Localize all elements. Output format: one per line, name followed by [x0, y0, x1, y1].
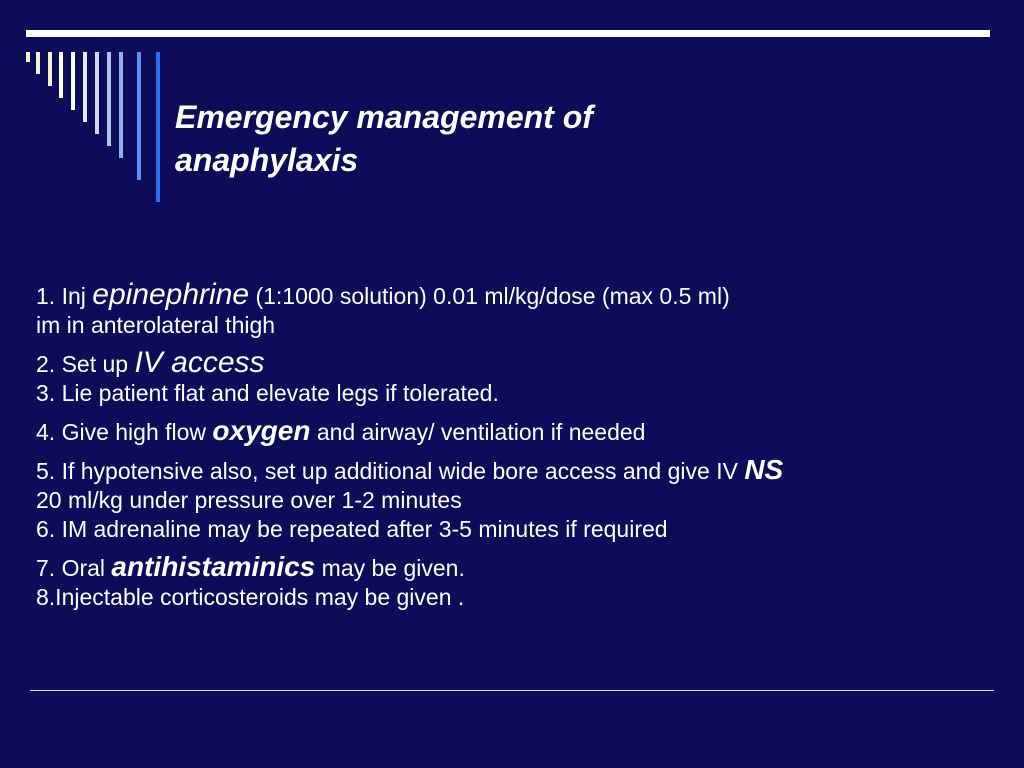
stripe [59, 52, 63, 98]
step-text: and airway/ ventilation if needed [310, 419, 646, 445]
step-5-continued: 20 ml/kg under pressure over 1-2 minutes [36, 487, 462, 513]
steps-list [36, 280, 986, 612]
step-text: 5. If hypotensive also, set up additional wide bore access and give IV [36, 458, 745, 484]
stripe [71, 52, 75, 110]
stripe [36, 52, 40, 74]
stripe [48, 52, 52, 86]
step-7 [36, 552, 986, 583]
step-text: may be given. [315, 555, 465, 581]
stripe [156, 52, 160, 202]
step-text: 4. Give high flow [36, 419, 213, 445]
step-text: 1. Inj [36, 283, 93, 309]
stripe [95, 52, 99, 134]
title-line-1: Emergency management of [175, 99, 593, 135]
step-emphasis: oxygen [212, 415, 311, 446]
step-3: 3. Lie patient flat and elevate legs if tolerated. [36, 380, 499, 406]
step-1 [36, 280, 986, 311]
step-emphasis: antihistaminics [111, 551, 316, 582]
bottom-rule [30, 690, 994, 691]
page-title [175, 96, 795, 182]
stripe [137, 52, 141, 180]
step-text: 2. Set up [36, 351, 135, 377]
step-emphasis: NS [744, 454, 784, 485]
step-6: 6. IM adrenaline may be repeated after 3-5 minutes if required [36, 516, 668, 542]
stripe [83, 52, 87, 122]
step-4 [36, 416, 986, 447]
step-2 [36, 348, 986, 379]
step-text: 7. Oral [36, 555, 112, 581]
stripe [107, 52, 111, 146]
decorative-stripes [0, 0, 180, 220]
step-emphasis: IV access [134, 346, 265, 379]
stripe [26, 52, 30, 62]
title-line-2: anaphylaxis [175, 142, 359, 178]
step-emphasis: epinephrine [92, 278, 250, 311]
step-text: (1:1000 solution) 0.01 ml/kg/dose (max 0.5 ml) [249, 283, 730, 309]
step-1-continued: im in anterolateral thigh [36, 312, 276, 338]
step-5 [36, 455, 986, 486]
stripe [119, 52, 123, 158]
step-8: 8.Injectable corticosteroids may be given . [36, 584, 465, 610]
